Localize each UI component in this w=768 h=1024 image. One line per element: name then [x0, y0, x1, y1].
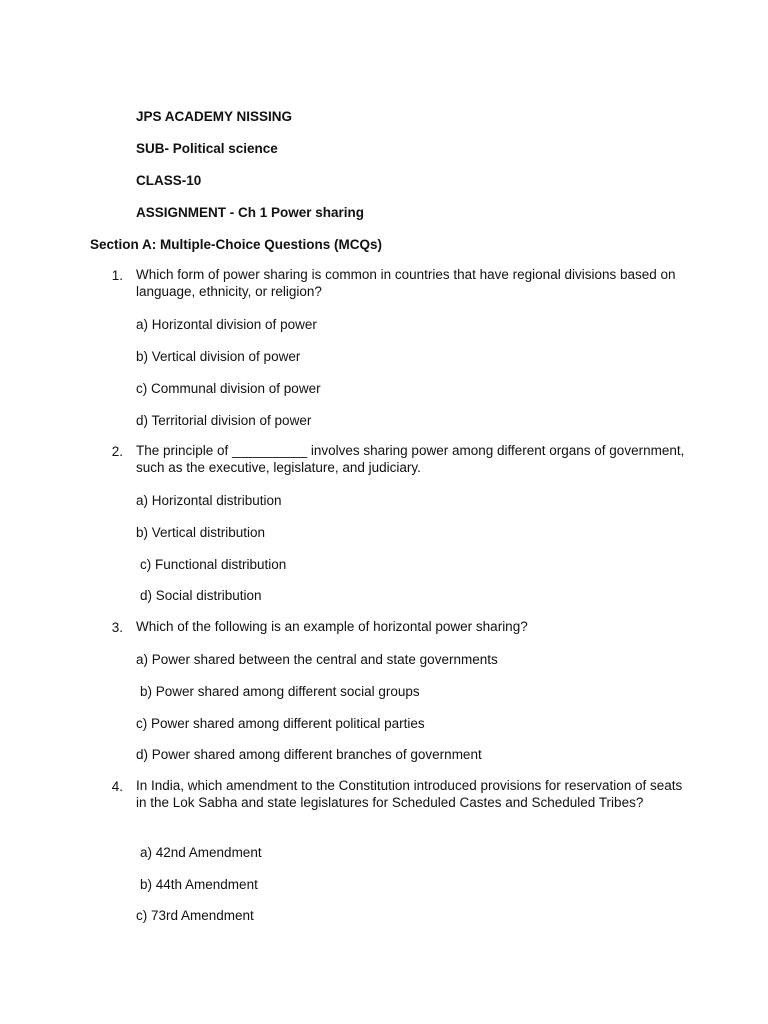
- answer-option: c) Communal division of power: [136, 381, 321, 396]
- answer-option: b) Power shared among different social groups: [140, 684, 420, 699]
- answer-option: b) 44th Amendment: [140, 877, 258, 892]
- question-number: 4.: [111, 779, 123, 794]
- answer-option: d) Power shared among different branches of government: [136, 747, 482, 762]
- class-line: CLASS-10: [136, 173, 202, 188]
- question-text: The principle of __________ involves sharing power among different organs of government, such as the executive, legislature, and judiciary.: [136, 443, 685, 475]
- assignment-title: ASSIGNMENT - Ch 1 Power sharing: [136, 205, 365, 220]
- answer-option: d) Social distribution: [140, 588, 262, 603]
- answer-option: d) Territorial division of power: [136, 413, 312, 428]
- answer-option: c) 73rd Amendment: [136, 908, 254, 923]
- answer-option: a) Horizontal division of power: [136, 317, 317, 332]
- question-text: Which of the following is an example of horizontal power sharing?: [136, 619, 528, 634]
- school-name: JPS ACADEMY NISSING: [136, 109, 293, 124]
- answer-option: a) Horizontal distribution: [136, 493, 282, 508]
- answer-option: b) Vertical distribution: [136, 525, 266, 540]
- answer-option: a) Power shared between the central and state governments: [136, 652, 498, 667]
- answer-option: a) 42nd Amendment: [140, 845, 262, 860]
- question-text: In India, which amendment to the Constitution introduced provisions for reservation of seats in the Lok Sabha and state legislatures for Scheduled Castes and Scheduled Tribes?: [136, 778, 683, 810]
- answer-option: c) Functional distribution: [140, 557, 287, 572]
- question-number: 2.: [111, 444, 123, 459]
- answer-option: c) Power shared among different political parties: [136, 716, 425, 731]
- subject-line: SUB- Political science: [136, 141, 278, 156]
- answer-option: b) Vertical division of power: [136, 349, 301, 364]
- question-text: Which form of power sharing is common in countries that have regional divisions based on language, ethnicity, or religion?: [136, 267, 676, 299]
- question-number: 1.: [111, 268, 123, 283]
- section-title: Section A: Multiple-Choice Questions (MCQs): [90, 237, 383, 252]
- question-number: 3.: [111, 620, 123, 635]
